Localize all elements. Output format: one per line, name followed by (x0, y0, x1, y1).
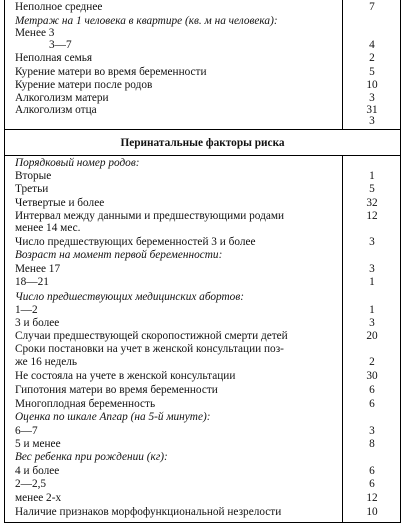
row-value: 10 (366, 506, 378, 518)
row-label: 1—2 (15, 304, 38, 316)
table-row (5, 15, 400, 27)
row-label: Неполное среднее (15, 1, 103, 13)
row-value: 3 (369, 236, 375, 248)
row-label: Гипотония матери во время беременности (15, 384, 218, 396)
row-label: Наличие признаков морфофункциональной незрелости (15, 506, 282, 518)
row-group-heading: Возраст на момент первой беременности: (15, 249, 223, 261)
table-row (5, 411, 400, 423)
table-row (5, 384, 400, 396)
row-label: Вторые (15, 170, 52, 182)
row-value: 1 (369, 170, 375, 182)
row-value: 6 (369, 478, 375, 490)
table-row (5, 183, 400, 195)
row-value: 3 (369, 317, 375, 329)
row-label: Многоплодная беременность (15, 398, 156, 410)
table-row (5, 478, 400, 490)
row-label: Курение матери во время беременности (15, 66, 207, 78)
row-value: 12 (366, 210, 378, 222)
table-row (5, 465, 400, 477)
row-value: 2 (369, 52, 375, 64)
row-value: 10 (366, 79, 378, 91)
table-row (5, 1, 400, 13)
table-row (5, 291, 400, 303)
table-row (5, 27, 400, 39)
row-group-heading: Порядковый номер родов: (15, 157, 140, 169)
row-value: 3 (369, 115, 375, 127)
row-label: Менее 3 (15, 27, 55, 39)
row-value: 7 (369, 1, 375, 13)
table-row (5, 115, 400, 127)
row-value: 3 (369, 425, 375, 437)
table-row (5, 263, 400, 275)
row-label: Не состояла на учете в женской консультации (15, 370, 236, 382)
table-row (5, 451, 400, 463)
row-label: 3 и более (15, 317, 60, 329)
row-value: 1 (369, 276, 375, 288)
row-value: 8 (369, 438, 375, 450)
row-value: 30 (366, 370, 378, 382)
row-value: 1 (369, 304, 375, 316)
table-row (5, 343, 400, 355)
row-label: 2—2,5 (15, 478, 47, 490)
table-row (5, 39, 400, 51)
row-value: 5 (369, 66, 375, 78)
row-label: Случаи предшествующей скоропостижной смерти детей (15, 330, 288, 342)
row-value: 4 (369, 39, 375, 51)
table-row (5, 170, 400, 182)
row-label: 4 и более (15, 465, 60, 477)
row-value: 12 (366, 492, 378, 504)
row-label: менее 14 мес. (15, 222, 81, 234)
table-row (5, 236, 400, 248)
table-row (5, 276, 400, 288)
table-row (5, 370, 400, 382)
row-label: Сроки постановки на учет в женской консультации поз- (15, 343, 284, 355)
table-row (5, 356, 400, 368)
table-row (5, 506, 400, 518)
table-row (5, 304, 400, 316)
table-row (5, 92, 400, 104)
row-value: 20 (366, 330, 378, 342)
table-row (5, 52, 400, 64)
table-row (5, 425, 400, 437)
risk-factors-table (4, 0, 401, 523)
table-row (5, 398, 400, 410)
table-row (5, 197, 400, 209)
row-value: 31 (366, 104, 378, 116)
row-label: Алкоголизм матери (15, 92, 109, 104)
row-label: Курение матери после родов (15, 79, 153, 91)
row-group-heading: Вес ребенка при рождении (кг): (15, 451, 168, 463)
table-row (5, 66, 400, 78)
row-label: Четвертые и более (15, 197, 105, 209)
table-row (5, 492, 400, 504)
table-row (5, 317, 400, 329)
row-value: 3 (369, 263, 375, 275)
table-row (5, 222, 400, 234)
row-label: же 16 недель (15, 356, 78, 368)
row-label: Алкоголизм отца (15, 104, 97, 116)
row-value: 3 (369, 92, 375, 104)
row-label: Менее 17 (15, 263, 61, 275)
row-value: 2 (369, 356, 375, 368)
table-row (5, 249, 400, 261)
row-label: 3—7 (49, 39, 72, 51)
table-row (5, 79, 400, 91)
row-label: менее 2-х (15, 492, 62, 504)
row-group-heading: Оценка по шкале Апгар (на 5-й минуте): (15, 411, 211, 423)
row-group-heading: Число предшествующих медицинских абортов: (15, 291, 244, 303)
row-value: 32 (366, 197, 378, 209)
row-label: Третьи (15, 183, 49, 195)
section-divider-top (5, 129, 400, 130)
table-row (5, 330, 400, 342)
table-row (5, 438, 400, 450)
section-title: Перинатальные факторы риска (120, 137, 285, 149)
row-label: Число предшествующих беременностей 3 и более (15, 236, 256, 248)
row-label: 5 и менее (15, 438, 61, 450)
row-value: 6 (369, 465, 375, 477)
row-value: 6 (369, 384, 375, 396)
table-row (5, 157, 400, 169)
section-divider-bottom (5, 155, 400, 156)
row-label: Интервал между данными и предшествующими родами (15, 210, 285, 222)
row-label: 6—7 (15, 425, 38, 437)
row-label: Неполная семья (15, 52, 93, 64)
row-value: 6 (369, 398, 375, 410)
row-value: 5 (369, 183, 375, 195)
row-label: 18—21 (15, 276, 49, 288)
table-row (5, 210, 400, 222)
row-group-heading: Метраж на 1 человека в квартире (кв. м на человека): (15, 15, 278, 27)
